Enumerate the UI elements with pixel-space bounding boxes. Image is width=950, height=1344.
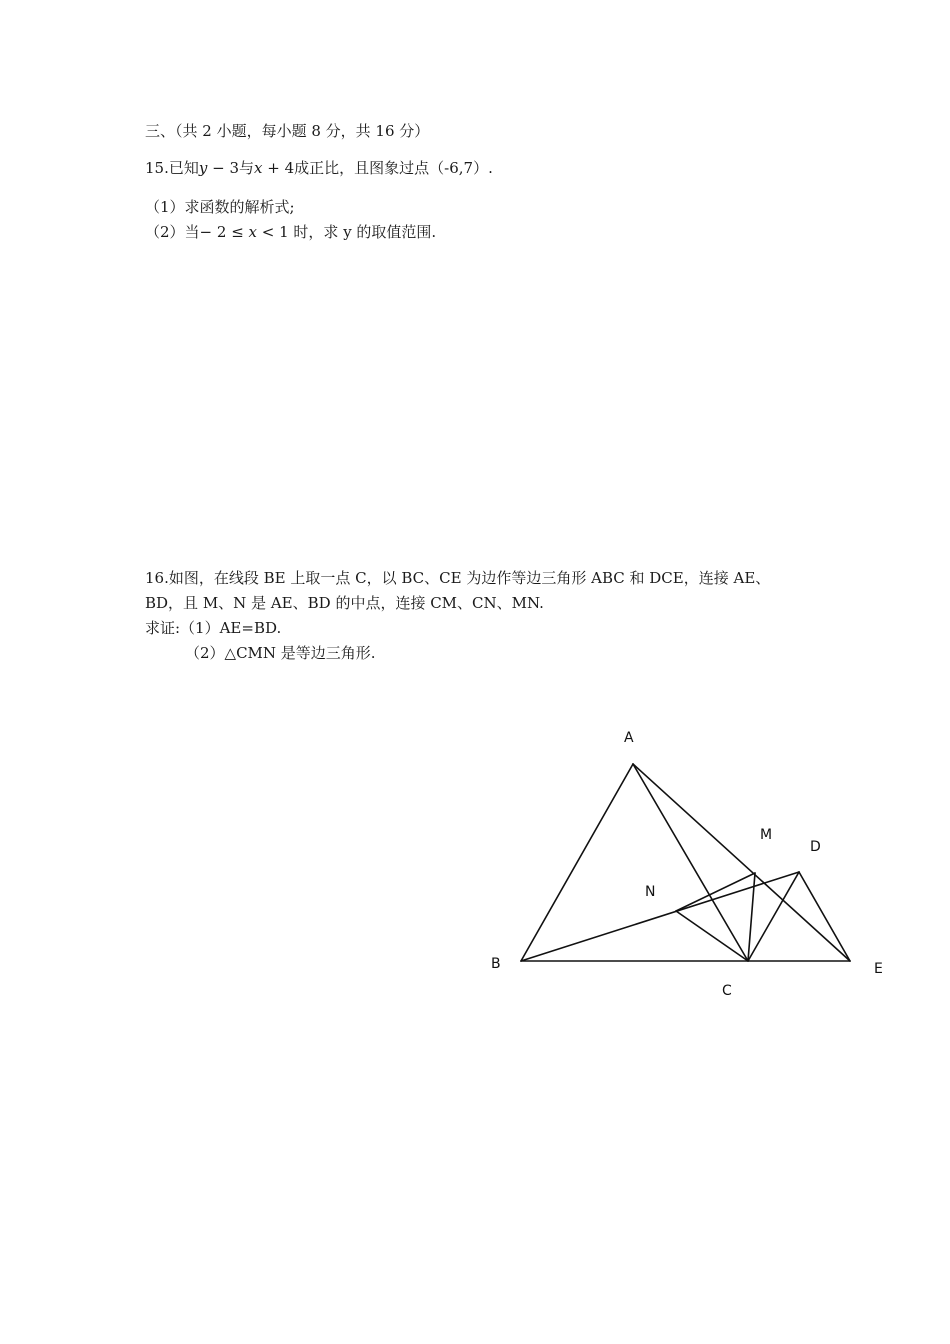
q15-part2-suffix: 时，求 y 的取值范围. [288,223,437,241]
question-16-line-1: 16.如图，在线段 BE 上取一点 C，以 BC、CE 为边作等边三角形 ABC 和 DCE，连接 AE、 [145,569,771,587]
label-n: N [645,884,656,900]
segment-ae [633,764,850,961]
label-c: C [722,983,732,999]
q15-expr1 [199,159,239,177]
question-16-line-2: BD，且 M、N 是 AE、BD 的中点，连接 CM、CN、MN. [145,594,544,612]
segment-ab [521,764,633,961]
q15-ineq-right: < 1 [257,223,289,241]
q15-ineq-left: − 2 ≤ [199,223,249,241]
q15-prefix: 15.已知 [145,159,199,177]
question-15-stem [145,158,493,178]
section-header: 三、（共 2 小题，每小题 8 分，共 16 分） [145,122,430,140]
q15-expr2 [254,159,294,177]
q15-part2-prefix: （2）当 [145,223,200,241]
question-15-part-2 [145,222,436,242]
geometry-figure [470,715,900,1015]
label-d: D [810,839,821,855]
q15-ineq-var: x [248,223,257,241]
q15-expr2-rest: + 4 [262,159,295,177]
question-15-part-1: （1）求函数的解析式; [145,198,295,216]
q15-suffix: 成正比，且图象过点（-6,7）. [294,159,493,177]
label-e: E [874,961,883,977]
label-b: B [491,956,501,972]
q15-expr1-var: y [198,159,208,177]
segment-cn [676,911,748,961]
segment-ac [633,764,748,961]
q15-connector: 与 [239,159,255,177]
label-m: M [760,827,773,843]
q15-expr1-rest: − 3 [207,159,239,177]
label-a: A [624,730,634,746]
segment-cm [748,873,755,961]
segment-de [799,872,850,961]
q15-expr2-var: x [254,159,263,177]
question-16-line-3: 求证:（1）AE=BD. [145,619,282,637]
segment-bd [521,872,799,961]
q15-inequality [200,223,289,241]
question-16-line-4: （2）△CMN 是等边三角形. [185,644,376,662]
